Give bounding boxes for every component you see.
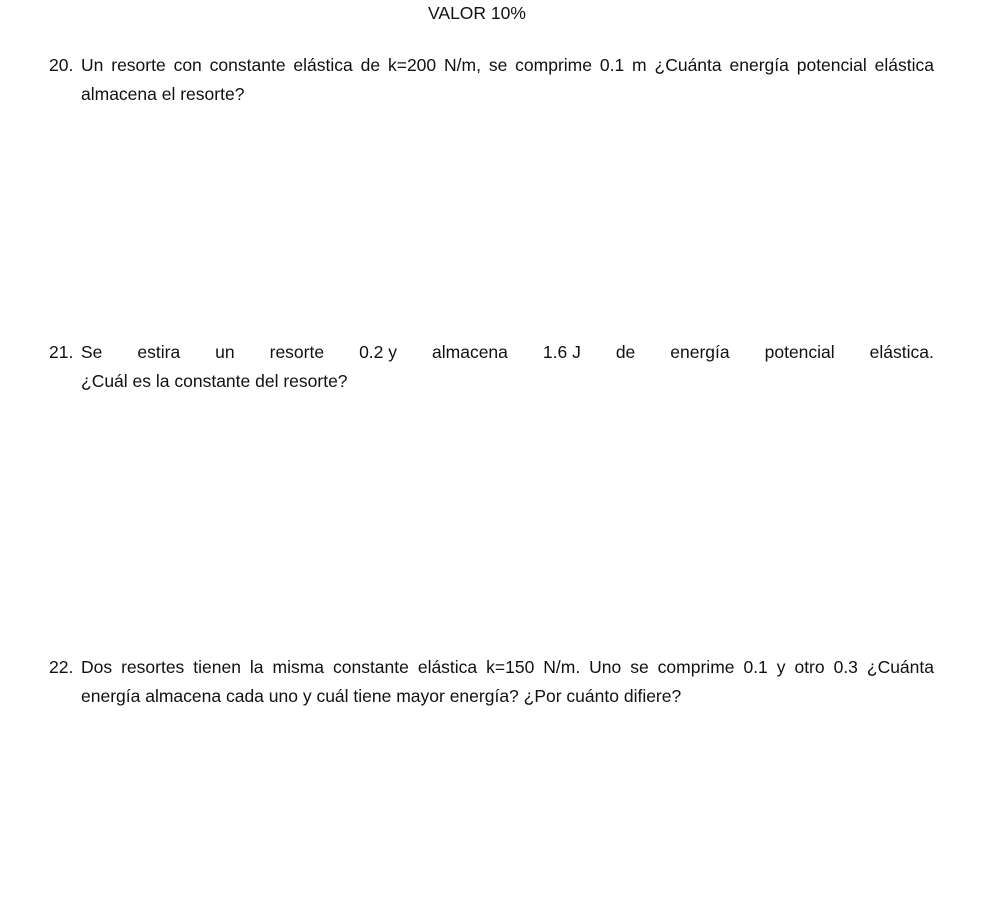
word: un bbox=[215, 342, 235, 362]
question-20 bbox=[49, 51, 934, 109]
question-text bbox=[81, 338, 934, 367]
word: 0.2 y bbox=[359, 342, 398, 362]
page-title: VALOR 10% bbox=[428, 3, 526, 23]
question-number: 21. bbox=[49, 342, 74, 362]
question-number: 20. bbox=[49, 55, 74, 75]
question-text: Dos resortes tienen la misma constante elástica k=150 N/m. Uno se comprime 0.1 y otro 0.3 ¿Cuánta bbox=[81, 657, 934, 677]
word: Se bbox=[81, 342, 103, 362]
question-text-continued: almacena el resorte? bbox=[81, 84, 245, 104]
word: estira bbox=[137, 342, 181, 362]
word: de bbox=[615, 342, 636, 362]
question-21 bbox=[49, 338, 934, 396]
word: elástica. bbox=[869, 342, 934, 362]
word: potencial bbox=[764, 342, 835, 362]
word: 1.6 J bbox=[542, 342, 581, 362]
question-21-first-line bbox=[49, 338, 934, 367]
word: resorte bbox=[269, 342, 325, 362]
question-text-continued: energía almacena cada uno y cuál tiene mayor energía? ¿Por cuánto difiere? bbox=[81, 686, 682, 706]
question-number: 22. bbox=[49, 657, 74, 677]
question-22 bbox=[49, 653, 934, 711]
question-22-first-line bbox=[49, 653, 934, 682]
question-text-continued: ¿Cuál es la constante del resorte? bbox=[81, 371, 348, 391]
question-20-first-line bbox=[49, 51, 934, 80]
word: almacena bbox=[432, 342, 508, 362]
question-text: Un resorte con constante elástica de k=200 N/m, se comprime 0.1 m ¿Cuánta energía potencial elástica bbox=[81, 55, 934, 75]
word: energía bbox=[670, 342, 730, 362]
